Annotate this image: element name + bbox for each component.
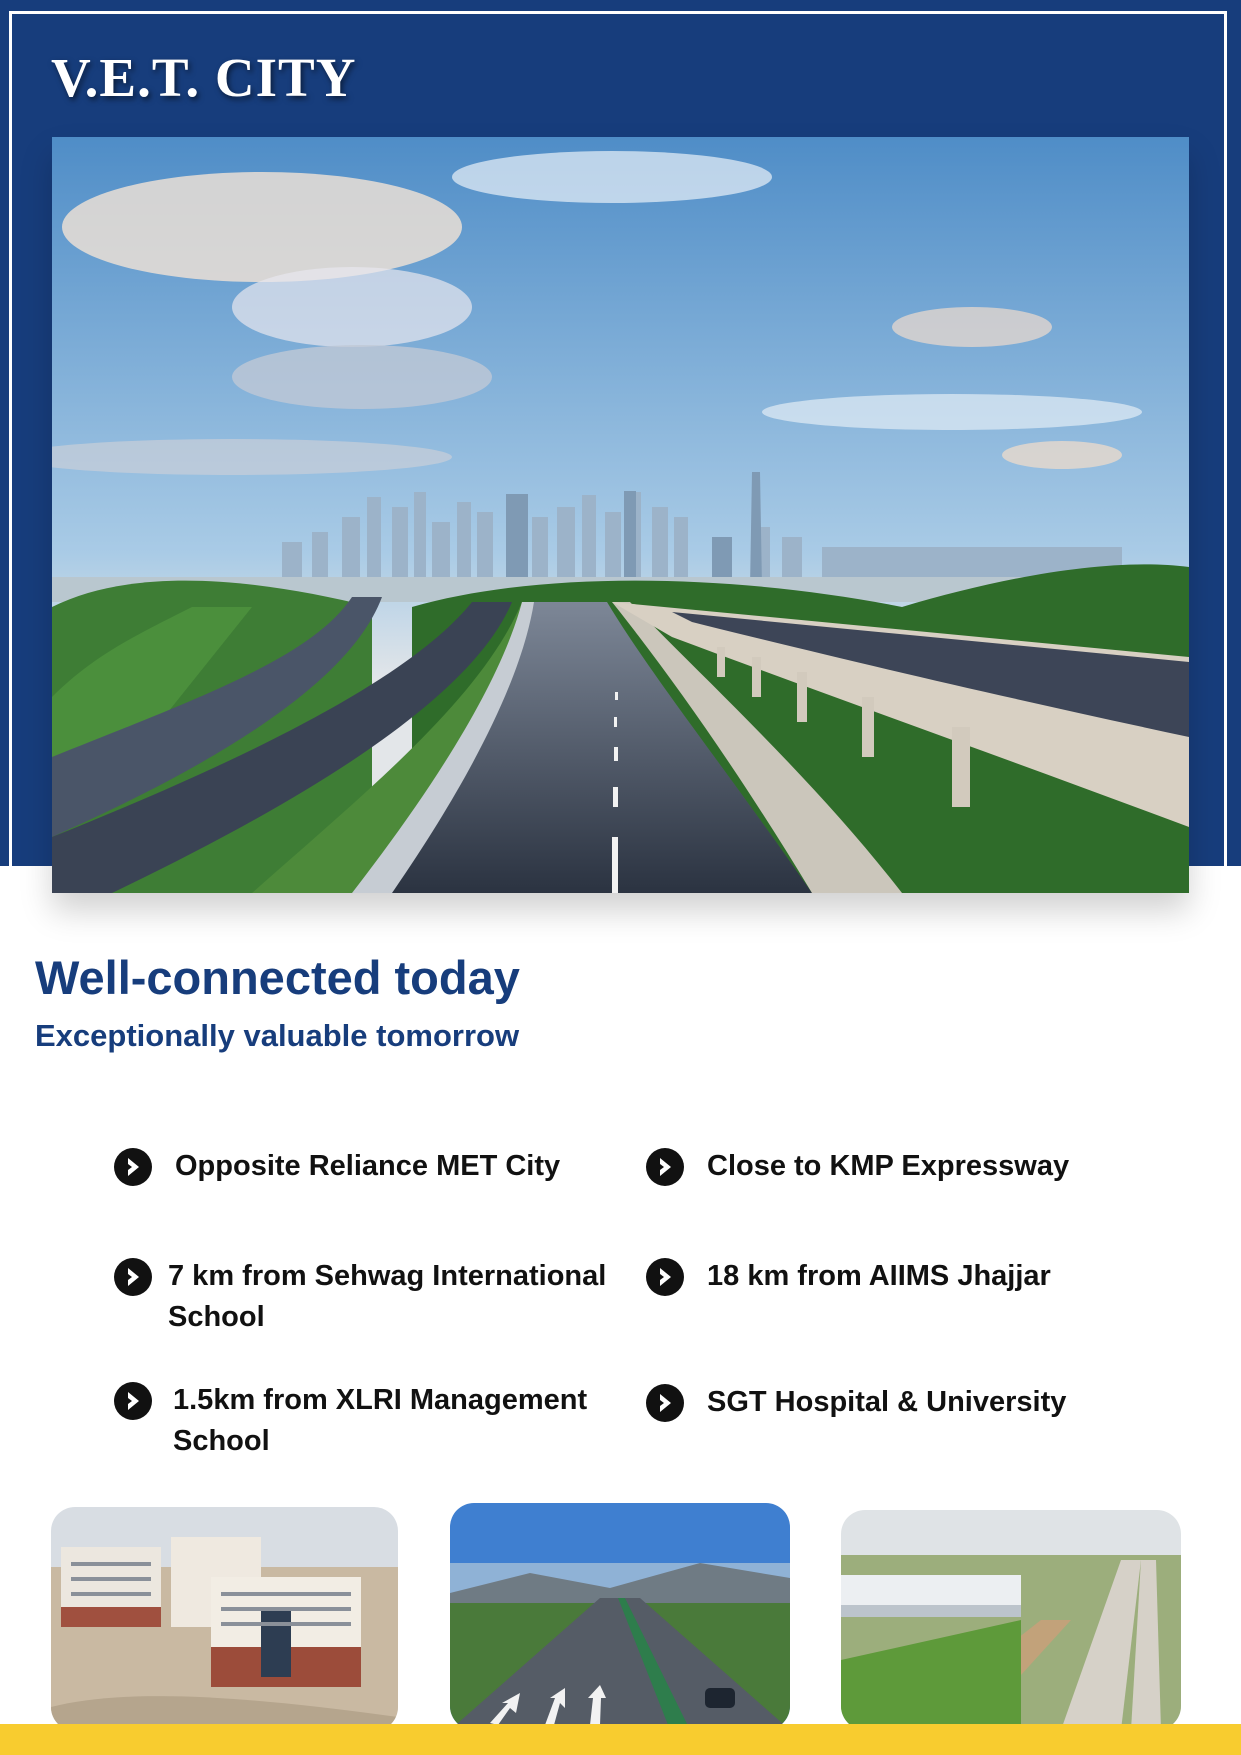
chevron-right-circle-icon — [113, 1381, 153, 1421]
chevron-right-circle-icon — [113, 1147, 153, 1187]
feature-item — [113, 1146, 633, 1187]
brand-logo-text: V.E.T. CITY — [51, 47, 357, 108]
feature-text: 1.5km from XLRI Management School — [173, 1384, 588, 1457]
headline-subtitle: Exceptionally valuable tomorrow — [35, 1018, 520, 1053]
feature-item — [645, 1382, 1125, 1423]
chevron-right-circle-icon — [645, 1383, 685, 1423]
bottom-accent-bar — [0, 1724, 1241, 1755]
chevron-right-circle-icon — [113, 1257, 153, 1297]
feature-text: 7 km from Sehwag International School — [168, 1260, 607, 1333]
feature-text: 18 km from AIIMS Jhajjar — [707, 1260, 1051, 1292]
chevron-right-circle-icon — [645, 1147, 685, 1187]
multi-lane-highway-photo — [450, 1503, 790, 1730]
feature-item — [645, 1146, 1125, 1187]
industrial-corridor-photo — [841, 1510, 1181, 1730]
chevron-right-circle-icon — [645, 1257, 685, 1297]
feature-text: Close to KMP Expressway — [707, 1150, 1070, 1182]
feature-text: Opposite Reliance MET City — [175, 1150, 561, 1182]
feature-item — [113, 1380, 633, 1462]
hospital-campus-photo — [51, 1507, 398, 1731]
hero-image — [52, 137, 1189, 893]
feature-item — [113, 1256, 633, 1338]
feature-text: SGT Hospital & University — [707, 1386, 1067, 1418]
headline-title: Well-connected today — [35, 951, 520, 1004]
feature-item — [645, 1256, 1125, 1297]
